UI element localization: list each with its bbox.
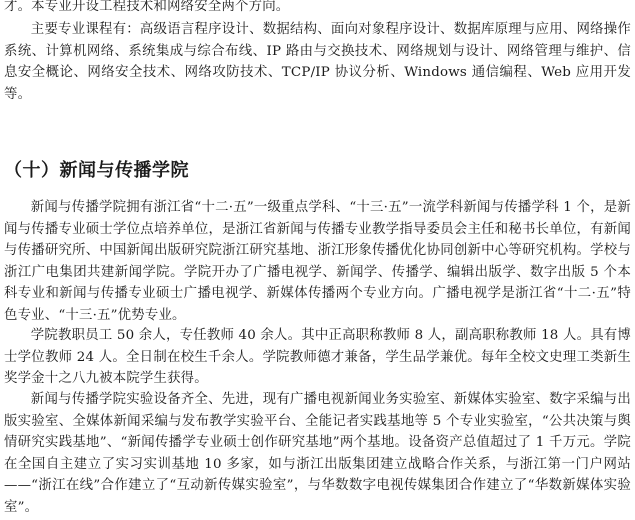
section-heading: （十）新闻与传播学院 — [4, 160, 189, 181]
paragraph-faculty: 学院教职员工 50 余人，专任教师 40 余人。其中正高职称教师 8 人，副高职称教师 18 人。具有博士学位教师 24 人。全日制在校生千余人。学院教师德才兼备，学生品学兼优。每年全校文史理工类新生奖学金十之八九被本院学生获得。 — [4, 328, 631, 387]
paragraph-school-overview: 新闻与传播学院拥有浙江省“十二·五”一级重点学科、“十三·五”一流学科新闻与传播学科 1 个，是新闻与传播专业硕士学位点培养单位，是浙江省新闻与传播专业教学指导委员会主任和秘书长单位，有新闻与传播研究所、中国新闻出版研究院浙江研究基地、浙江形象传播优化协同创新中心等研究机构。学校与浙江广电集团共建新闻学院。学院开办了广播电视学、新闻学、传播学、编辑出版学、数字出版 5 个本科专业和新闻与传播专业硕士广播电视学、新媒体传播两个专业方向。广播电视学是浙江省“十二·五”特色专业、“十三·五”优势专业。 — [4, 200, 631, 323]
paragraph-core-courses: 主要专业课程有：高级语言程序设计、数据结构、面向对象程序设计、数据库原理与应用、网络操作系统、计算机网络、系统集成与综合布线、IP 路由与交换技术、网络规划与设计、网络管理与维护、信息安全概论、网络安全技术、网络攻防技术、TCP/IP 协议分析、Windows 通信编程、Web 应用开发等。 — [4, 22, 631, 102]
paragraph-direction: 才。本专业开设工程技术和网络安全两个方向。 — [4, 0, 290, 14]
paragraph-facilities: 新闻与传播学院实验设备齐全、先进，现有广播电视新闻业务实验室、新媒体实验室、数字采编与出版实验室、全媒体新闻采编与发布教学实验平台、全能记者实践基地等 5 个专业实验室，“公共决策与舆情研究实践基地”、“新闻传播学专业硕士创作研究基地”两个基地。设备资产总值超过了 1 千万元。学院在全国自主建立了实习实训基地 10 多家，如与浙江出版集团建立战略合作关系，与浙江第一门户网站——“浙江在线”合作建立了“互动新传媒实验室”，与华数数字电视传媒集团合作建立了“华数新媒体实验室”。 — [4, 392, 631, 515]
